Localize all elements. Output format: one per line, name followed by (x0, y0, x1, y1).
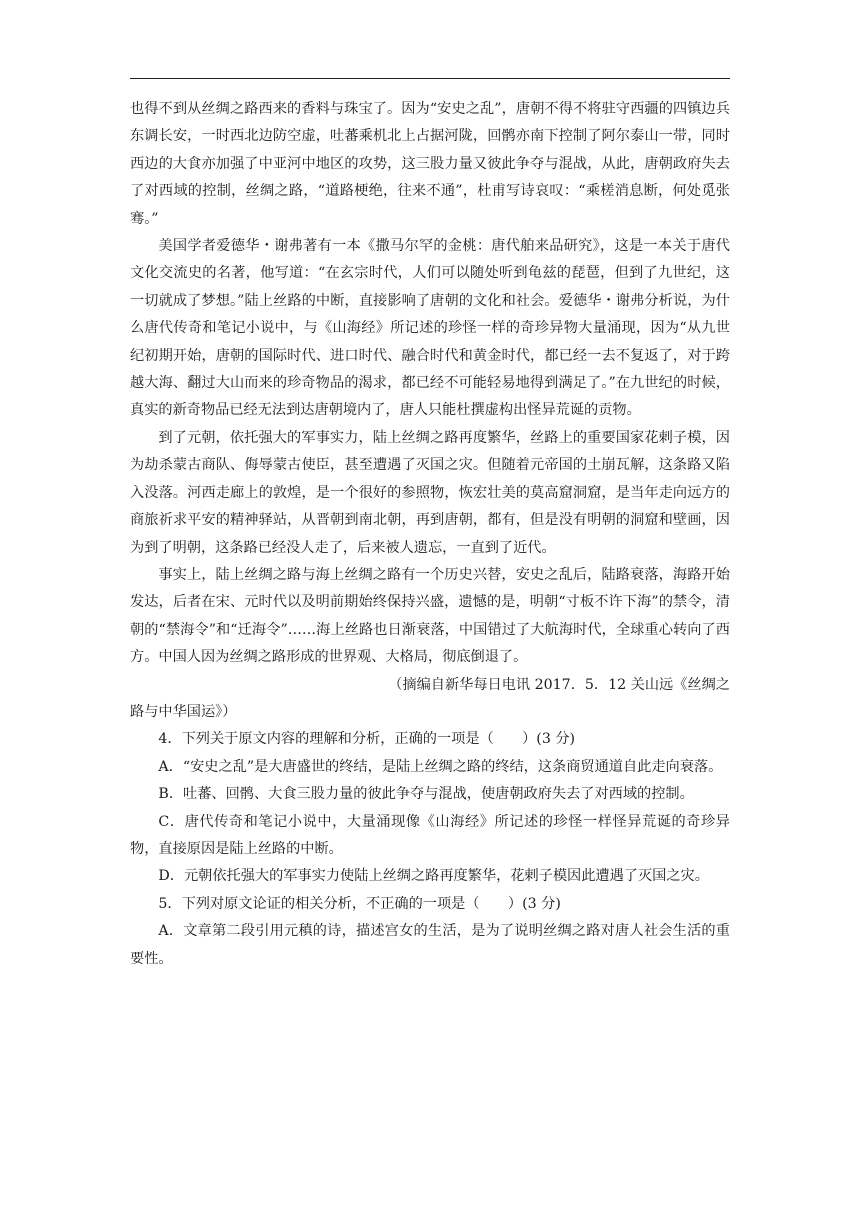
paragraph-1: 也得不到从丝绸之路西来的香料与珠宝了。因为“安史之乱”，唐朝不得不将驻守西疆的四镇边兵东调长安，一时西北边防空虚，吐蕃乘机北上占据河陇，回鹘亦南下控制了阿尔泰山一带，同时西边的大食亦加强了中亚河中地区的攻势，这三股力量又彼此争夺与混战，从此，唐朝政府失去了对西域的控制，丝绸之路，“道路梗绝，往来不通”，杜甫写诗哀叹：“乘槎消息断，何处觅张骞。” (130, 101, 730, 227)
document-body (130, 96, 730, 973)
question-4: 4．下列关于原文内容的理解和分析，正确的一项是（ ）(3 分) (158, 731, 576, 748)
question-4-option-a: A．“安史之乱”是大唐盛世的终结，是陆上丝绸之路的终结，这条商贸通道自此走向衰落。 (158, 758, 723, 775)
question-5: 5．下列对原文论证的相关分析，不正确的一项是（ ）(3 分) (158, 895, 561, 912)
source-citation-line-2: 路与中华国运》） (130, 703, 237, 720)
question-4-option-b: B．吐蕃、回鹘、大食三股力量的彼此争夺与混战，使唐朝政府失去了对西域的控制。 (158, 786, 694, 803)
question-4-option-d: D．元朝依托强大的军事实力使陆上丝绸之路再度繁华，花剌子模因此遭遇了灭国之灾。 (158, 868, 709, 885)
paragraph-4: 事实上，陆上丝绸之路与海上丝绸之路有一个历史兴替，安史之乱后，陆路衰落，海路开始发达，后者在宋、元时代以及明前期始终保持兴盛，遗憾的是，明朝“寸板不许下海”的禁令，清朝的“禁海令”和“迁海令”……海上丝路也日渐衰落，中国错过了大航海时代，全球重心转向了西方。中国人因为丝绸之路形成的世界观、大格局，彻底倒退了。 (130, 566, 730, 666)
question-4-option-c: C．唐代传奇和笔记小说中，大量涌现像《山海经》所记述的珍怪一样怪异荒诞的奇珍异物，直接原因是陆上丝路的中断。 (130, 813, 730, 857)
question-5-option-a: A．文章第二段引用元稹的诗，描述宫女的生活，是为了说明丝绸之路对唐人社会生活的重要性。 (130, 923, 730, 967)
paragraph-2: 美国学者爱德华・谢弗著有一本《撒马尔罕的金桃：唐代舶来品研究》，这是一本关于唐代文化交流史的名著，他写道：“在玄宗时代，人们可以随处听到龟兹的琵琶，但到了九世纪，这一切就成了梦想。”陆上丝路的中断，直接影响了唐朝的文化和社会。爱德华・谢弗分析说，为什么唐代传奇和笔记小说中，与《山海经》所记述的珍怪一样的奇珍异物大量涌现，因为“从九世纪初期开始，唐朝的国际时代、进口时代、融合时代和黄金时代，都已经一去不复返了，对于跨越大海、翻过大山而来的珍奇物品的渴求，都已经不可能轻易地得到满足了。”在九世纪的时候，真实的新奇物品已经无法到达唐朝境内了，唐人只能杜撰虚构出怪异荒诞的贡物。 (130, 238, 730, 419)
source-citation-line-1: （摘编自新华每日电讯 2017．5．12 关山远《丝绸之 (388, 676, 730, 693)
paragraph-3: 到了元朝，依托强大的军事实力，陆上丝绸之路再度繁华，丝路上的重要国家花剌子模，因为劫杀蒙古商队、侮辱蒙古使臣，甚至遭遇了灭国之灾。但随着元帝国的土崩瓦解，这条路又陷入没落。河西走廊上的敦煌，是一个很好的参照物，恢宏壮美的莫高窟洞窟，是当年走向远方的商旅祈求平安的精神驿站，从晋朝到南北朝，再到唐朝，都有，但是没有明朝的洞窟和壁画，因为到了明朝，这条路已经没人走了，后来被人遗忘，一直到了近代。 (130, 429, 730, 556)
header-rule (130, 78, 730, 79)
